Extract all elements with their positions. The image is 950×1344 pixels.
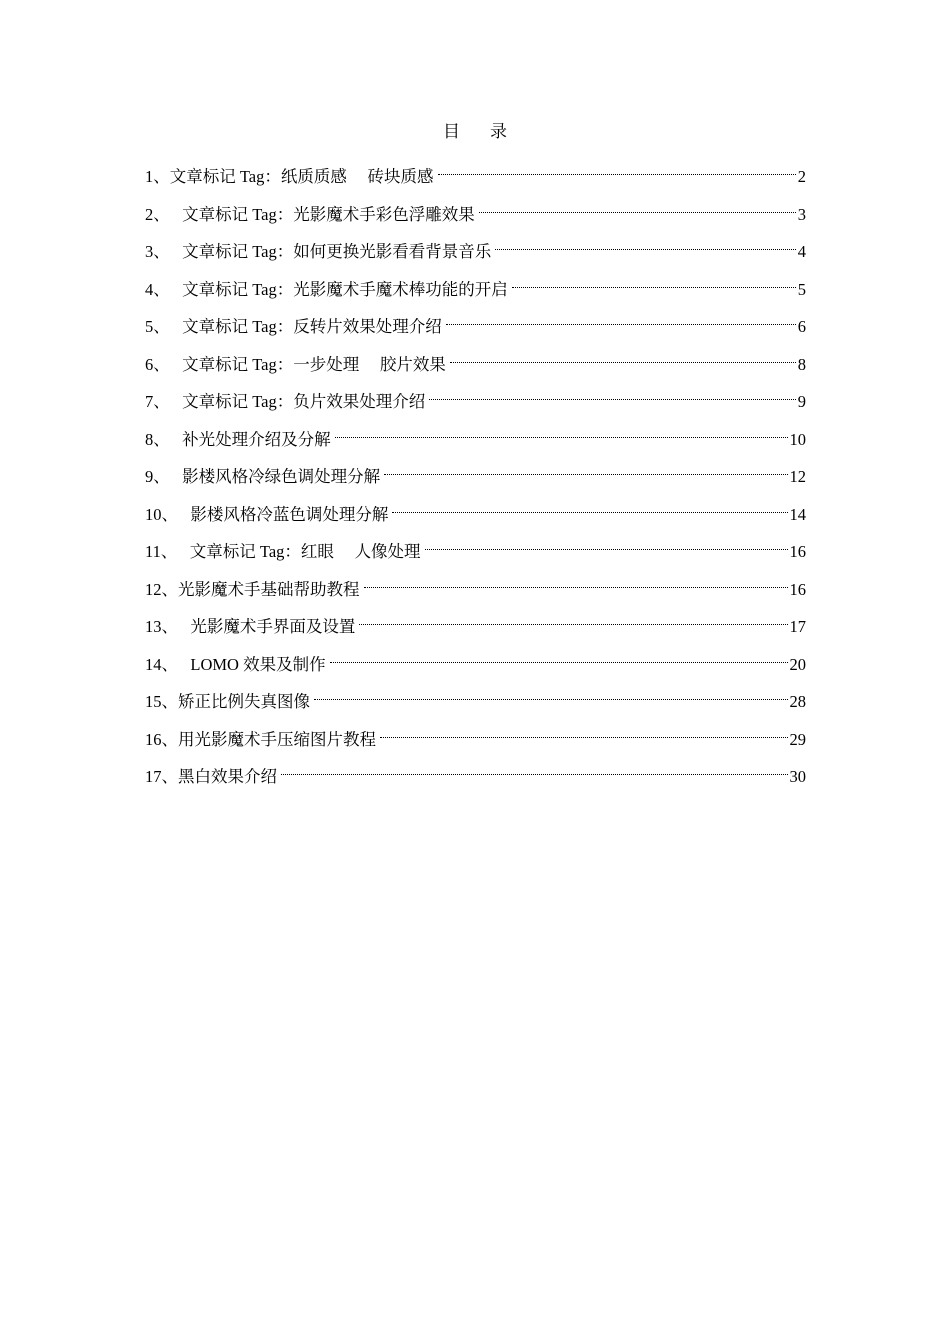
toc-entry-text: 16、用光影魔术手压缩图片教程 xyxy=(145,729,376,749)
toc-title-left: 目 xyxy=(443,122,460,141)
toc-entry-text: 15、矫正比例失真图像 xyxy=(145,692,310,711)
toc-dot-leader xyxy=(281,756,788,782)
toc-dot-leader xyxy=(364,569,788,595)
toc-dot-leader xyxy=(335,419,788,445)
toc-entry-text: 8、 补光处理介绍及分解 xyxy=(145,429,331,449)
toc-entry[interactable] xyxy=(145,719,806,757)
toc-entry[interactable] xyxy=(145,456,806,494)
toc-entry[interactable] xyxy=(145,494,806,532)
toc-entry-page: 5 xyxy=(797,279,806,299)
toc-entry-text: 12、光影魔术手基础帮助教程 xyxy=(145,579,360,599)
toc-dot-leader xyxy=(429,381,795,407)
toc-entry-page: 16 xyxy=(789,579,806,599)
toc-entry[interactable] xyxy=(145,306,806,344)
toc-entry-page: 14 xyxy=(789,504,806,524)
toc-dot-leader xyxy=(314,681,788,707)
toc-dot-leader xyxy=(425,531,788,557)
toc-dot-leader xyxy=(446,306,796,332)
toc-entry-text: 13、 光影魔术手界面及设置 xyxy=(145,617,356,636)
toc-dot-leader xyxy=(495,231,795,257)
toc-entry[interactable] xyxy=(145,231,806,269)
toc-entry-text: 11、 文章标记 Tag：红眼 人像处理 xyxy=(145,542,421,561)
toc-dot-leader xyxy=(359,606,787,632)
toc-entry-page: 29 xyxy=(789,729,806,749)
toc-title-right: 录 xyxy=(490,122,507,141)
toc-entry-page: 10 xyxy=(789,429,806,449)
toc-entry-page: 8 xyxy=(797,354,806,374)
toc-entry[interactable] xyxy=(145,194,806,232)
toc-dot-leader xyxy=(438,156,796,182)
toc-entry-text: 4、 文章标记 Tag：光影魔术手魔术棒功能的开启 xyxy=(145,279,508,299)
toc-entry-text: 6、 文章标记 Tag：一步处理 胶片效果 xyxy=(145,354,446,374)
toc-entry[interactable] xyxy=(145,531,806,569)
toc-list xyxy=(145,156,806,794)
toc-entry-page: 28 xyxy=(789,692,806,711)
toc-entry-page: 3 xyxy=(797,204,806,224)
toc-dot-leader xyxy=(450,344,796,370)
toc-entry-text: 17、黑白效果介绍 xyxy=(145,767,277,786)
toc-entry-page: 6 xyxy=(797,317,806,336)
toc-dot-leader xyxy=(330,644,788,670)
toc-dot-leader xyxy=(384,456,787,482)
toc-entry-text: 3、 文章标记 Tag：如何更换光影看看背景音乐 xyxy=(145,242,492,261)
toc-entry[interactable] xyxy=(145,644,806,682)
toc-entry-page: 2 xyxy=(797,167,806,186)
toc-entry[interactable] xyxy=(145,419,806,457)
toc-entry-text: 1、文章标记 Tag：纸质质感 砖块质感 xyxy=(145,167,434,186)
toc-entry-page: 30 xyxy=(789,767,806,786)
toc-dot-leader xyxy=(512,269,796,295)
toc-entry-text: 14、 LOMO 效果及制作 xyxy=(145,654,326,674)
toc-dot-leader xyxy=(479,194,796,220)
toc-entry[interactable] xyxy=(145,381,806,419)
toc-entry[interactable] xyxy=(145,269,806,307)
toc-entry-text: 5、 文章标记 Tag：反转片效果处理介绍 xyxy=(145,317,442,336)
toc-entry-page: 9 xyxy=(797,392,806,411)
toc-entry[interactable] xyxy=(145,344,806,382)
toc-entry-page: 4 xyxy=(797,242,806,261)
toc-entry-page: 16 xyxy=(789,542,806,561)
toc-entry[interactable] xyxy=(145,569,806,607)
toc-entry-page: 17 xyxy=(789,617,806,636)
toc-entry[interactable] xyxy=(145,156,806,194)
toc-dot-leader xyxy=(380,719,788,745)
toc-entry-text: 10、 影楼风格冷蓝色调处理分解 xyxy=(145,504,389,524)
toc-entry-text: 9、 影楼风格冷绿色调处理分解 xyxy=(145,467,381,486)
toc-entry[interactable] xyxy=(145,606,806,644)
toc-entry[interactable] xyxy=(145,756,806,794)
toc-entry[interactable] xyxy=(145,681,806,719)
toc-entry-text: 2、 文章标记 Tag：光影魔术手彩色浮雕效果 xyxy=(145,204,475,224)
toc-entry-page: 20 xyxy=(789,654,806,674)
toc-dot-leader xyxy=(392,494,787,520)
toc-title xyxy=(0,120,950,144)
toc-entry-page: 12 xyxy=(789,467,806,486)
toc-entry-text: 7、 文章标记 Tag：负片效果处理介绍 xyxy=(145,392,426,411)
